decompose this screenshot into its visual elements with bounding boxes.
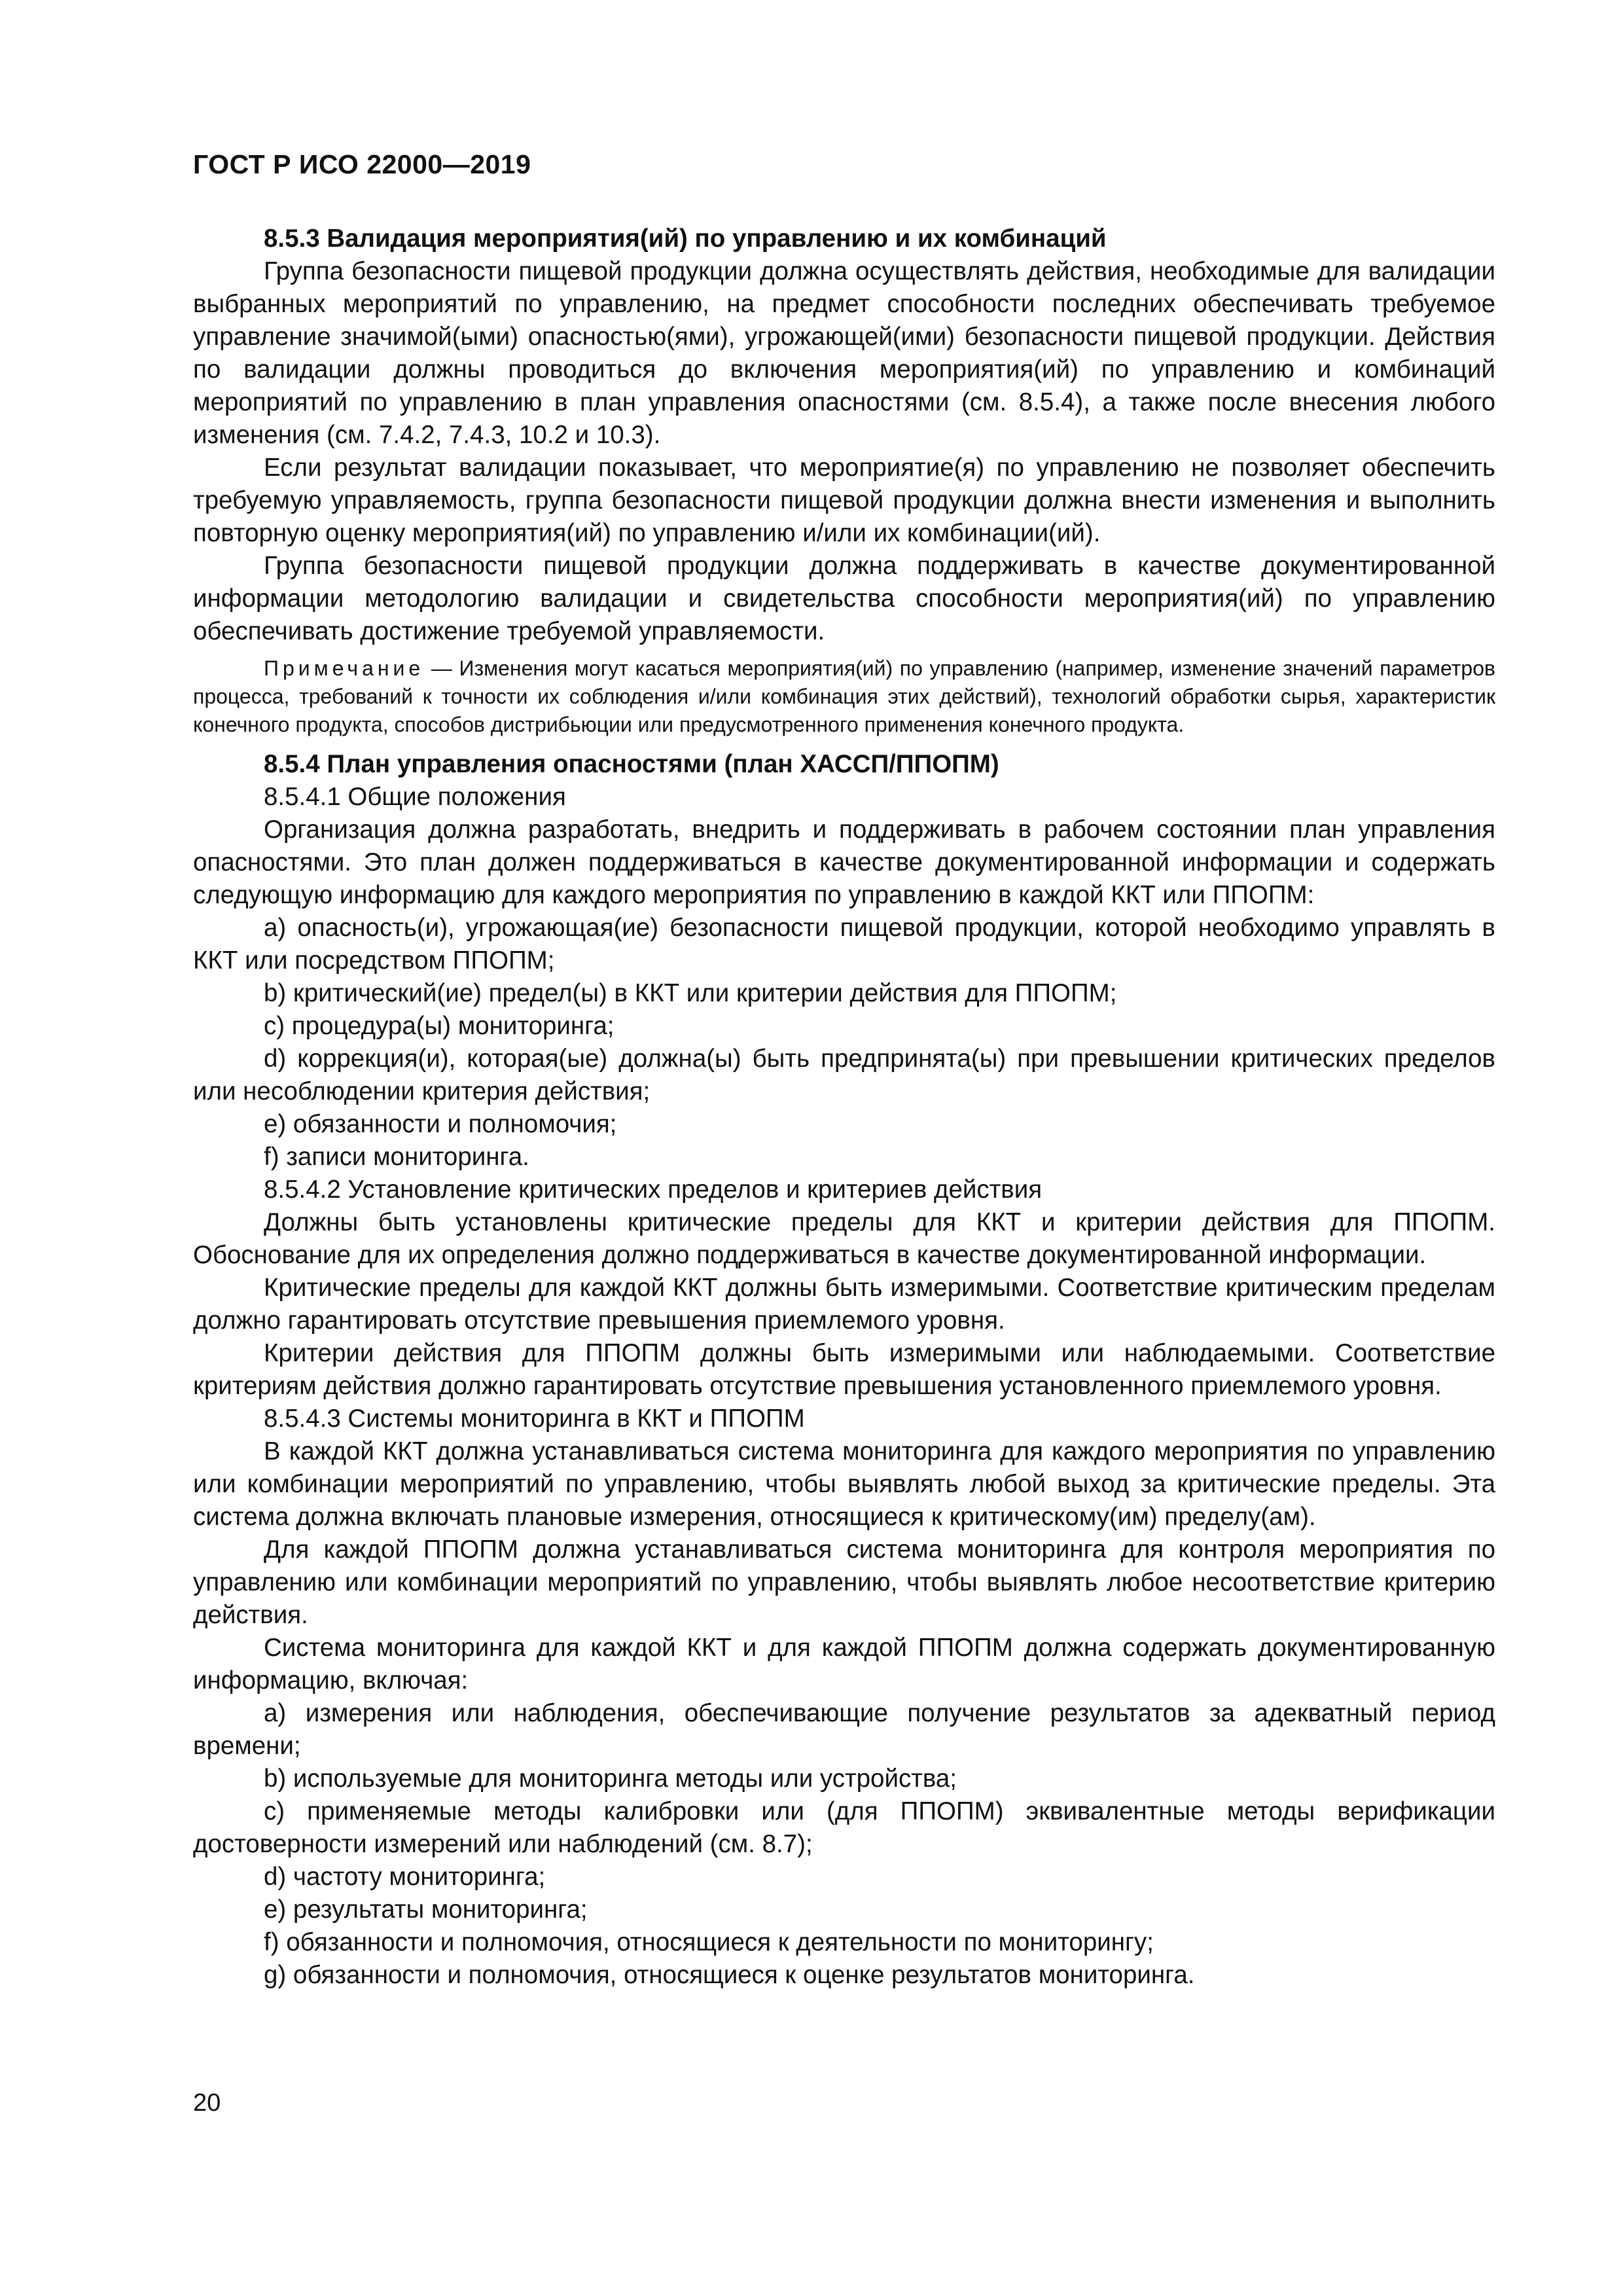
- section-8-5-3-paragraph-3: Группа безопасности пищевой продукции должна поддерживать в качестве документированной информации методологию валидации и свидетельства способности мероприятия(ий) по управлению обеспечивать достижение требуемой управляемости.: [193, 552, 1495, 645]
- section-8-5-3-heading: 8.5.3 Валидация мероприятия(ий) по управлению и их комбинаций: [264, 224, 1107, 253]
- section-8-5-3-paragraph-1: Группа безопасности пищевой продукции должна осуществлять действия, необходимые для валидации выбранных мероприятий по управлению, на предмет способности последних обеспечивать требуемое управление значимой(ыми) опасностью(ями), угрожающей(ими) безопасности пищевой продукции. Действия по валидации должны проводиться до включения мероприятия(ий) по управлению и комбинаций мероприятий по управлению в план управления опасностями (см. 8.5.4), а также после внесения любого изменения (см. 7.4.2, 7.4.3, 10.2 и 10.3).: [193, 257, 1495, 449]
- page-number: 20: [193, 2089, 221, 2117]
- list-item: a) опасность(и), угрожающая(ие) безопасности пищевой продукции, которой необходимо управлять в ККТ или посредством ППОПМ;: [193, 914, 1495, 975]
- subsection-8-5-4-3-title: 8.5.4.3 Системы мониторинга в ККТ и ППОПМ: [264, 1405, 805, 1433]
- list-item: e) обязанности и полномочия;: [264, 1110, 617, 1138]
- note-label: Примечание: [264, 656, 425, 680]
- page-body: [193, 223, 1495, 1992]
- list-item: f) записи мониторинга.: [264, 1143, 529, 1171]
- list-item: c) применяемые методы калибровки или (для ППОПМ) эквивалентные методы верификации достоверности измерений или наблюдений (см. 8.7);: [193, 1797, 1495, 1858]
- list-item: d) частоту мониторинга;: [264, 1863, 546, 1891]
- subsection-8-5-4-2-title: 8.5.4.2 Установление критических пределов и критериев действия: [264, 1175, 1043, 1204]
- list-item: g) обязанности и полномочия, относящиеся к оценке результатов мониторинга.: [264, 1961, 1195, 1989]
- section-8-5-4-heading: 8.5.4 План управления опасностями (план ХАССП/ППОПМ): [264, 750, 999, 778]
- list-item: e) результаты мониторинга;: [264, 1895, 588, 1924]
- list-item: b) критический(ие) предел(ы) в ККТ или критерии действия для ППОПМ;: [264, 979, 1117, 1007]
- subsection-8-5-4-2-paragraph-1: Должны быть установлены критические пределы для ККТ и критерии действия для ППОПМ. Обоснование для их определения должно поддерживаться в качестве документированной информации.: [193, 1208, 1495, 1269]
- subsection-8-5-4-3-paragraph-3: Система мониторинга для каждой ККТ и для каждой ППОПМ должна содержать документированную информацию, включая:: [193, 1634, 1495, 1695]
- standard-header: ГОСТ Р ИСО 22000—2019: [193, 149, 531, 179]
- list-item: b) используемые для мониторинга методы или устройства;: [264, 1765, 957, 1793]
- note: [193, 655, 1495, 739]
- subsection-8-5-4-3-paragraph-1: В каждой ККТ должна устанавливаться система мониторинга для каждого мероприятия по управлению или комбинации мероприятий по управлению, чтобы выявлять любой выход за критические пределы. Эта система должна включать плановые измерения, относящиеся к критическому(им) пределу(ам).: [193, 1437, 1495, 1531]
- subsection-8-5-4-3-paragraph-2: Для каждой ППОПМ должна устанавливаться система мониторинга для контроля мероприятия по управлению или комбинации мероприятий по управлению, чтобы выявлять любое несоответствие критерию действия.: [193, 1535, 1495, 1629]
- subsection-8-5-4-2-paragraph-2: Критические пределы для каждой ККТ должны быть измеримыми. Соответствие критическим пределам должно гарантировать отсутствие превышения приемлемого уровня.: [193, 1274, 1495, 1335]
- list-item: a) измерения или наблюдения, обеспечивающие получение результатов за адекватный период времени;: [193, 1699, 1495, 1760]
- note-text: — Изменения могут касаться мероприятия(ий) по управлению (например, изменение значений параметров процесса, требований к точности их соблюдения и/или комбинация этих действий), технологий обработки сырья, характеристик конечного продукта, способов дистрибьюции или предусмотренного применения конечного продукта.: [193, 656, 1495, 736]
- section-8-5-3-paragraph-2: Если результат валидации показывает, что мероприятие(я) по управлению не позволяет обеспечить требуемую управляемость, группа безопасности пищевой продукции должна внести изменения и выполнить повторную оценку мероприятия(ий) по управлению и/или их комбинации(ий).: [193, 454, 1495, 547]
- list-item: f) обязанности и полномочия, относящиеся к деятельности по мониторингу;: [264, 1928, 1154, 1956]
- subsection-8-5-4-1-title: 8.5.4.1 Общие положения: [264, 783, 566, 811]
- subsection-8-5-4-1-paragraph: Организация должна разработать, внедрить и поддерживать в рабочем состоянии план управления опасностями. Это план должен поддерживаться в качестве документированной информации и содержать следующую информацию для каждого мероприятия по управлению в каждой ККТ или ППОПМ:: [193, 816, 1495, 909]
- list-item: d) коррекция(и), которая(ые) должна(ы) быть предпринята(ы) при превышении критических пределов или несоблюдении критерия действия;: [193, 1045, 1495, 1105]
- list-item: c) процедура(ы) мониторинга;: [264, 1012, 615, 1040]
- subsection-8-5-4-2-paragraph-3: Критерии действия для ППОПМ должны быть измеримыми или наблюдаемыми. Соответствие критериям действия должно гарантировать отсутствие превышения установленного приемлемого уровня.: [193, 1339, 1495, 1400]
